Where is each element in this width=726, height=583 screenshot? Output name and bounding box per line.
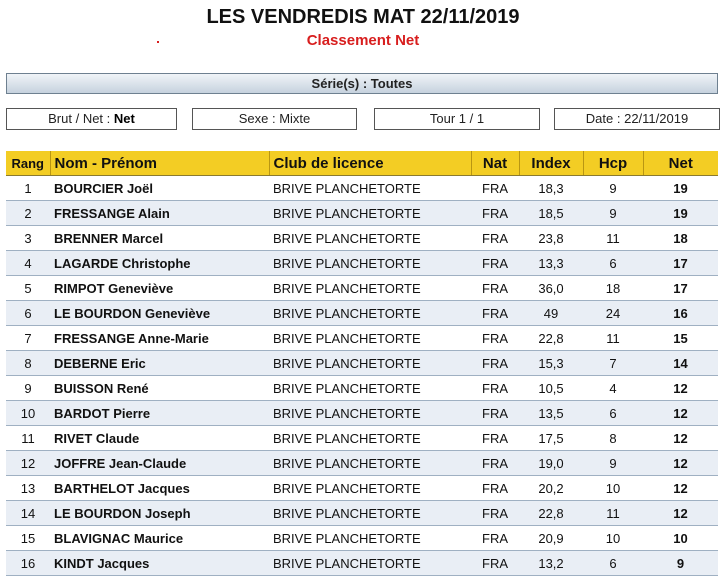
brut-net-value: Net	[113, 111, 135, 126]
cell-club: BRIVE PLANCHETORTE	[269, 176, 471, 201]
cell-index: 13,5	[519, 401, 583, 426]
cell-club: BRIVE PLANCHETORTE	[269, 401, 471, 426]
cell-club: BRIVE PLANCHETORTE	[269, 201, 471, 226]
cell-hcp: 24	[583, 301, 643, 326]
cell-nat: FRA	[471, 276, 519, 301]
col-header-nat: Nat	[471, 151, 519, 176]
cell-club: BRIVE PLANCHETORTE	[269, 376, 471, 401]
cell-nat: FRA	[471, 551, 519, 576]
cell-nat: FRA	[471, 326, 519, 351]
cell-club: BRIVE PLANCHETORTE	[269, 551, 471, 576]
results-table	[6, 151, 718, 576]
cell-club: BRIVE PLANCHETORTE	[269, 451, 471, 476]
cell-rang: 1	[6, 176, 50, 201]
cell-net: 17	[643, 276, 718, 301]
cell-hcp: 18	[583, 276, 643, 301]
cell-name: DEBERNE Eric	[50, 351, 269, 376]
table-row	[6, 401, 718, 426]
cell-hcp: 9	[583, 451, 643, 476]
col-header-net: Net	[643, 151, 718, 176]
cell-name: FRESSANGE Anne-Marie	[50, 326, 269, 351]
cell-name: BOURCIER Joël	[50, 176, 269, 201]
date-box: Date : 22/11/2019	[554, 108, 720, 130]
cell-hcp: 11	[583, 226, 643, 251]
cell-nat: FRA	[471, 251, 519, 276]
cell-net: 12	[643, 451, 718, 476]
page-subtitle: Classement Net	[306, 32, 420, 49]
page-title: LES VENDREDIS MAT 22/11/2019	[206, 6, 520, 28]
cell-hcp: 4	[583, 376, 643, 401]
brut-net-label: Brut / Net :	[48, 111, 111, 126]
cell-rang: 11	[6, 426, 50, 451]
cell-name: BUISSON René	[50, 376, 269, 401]
cell-nat: FRA	[471, 526, 519, 551]
cell-index: 23,8	[519, 226, 583, 251]
table-row	[6, 251, 718, 276]
cell-rang: 16	[6, 551, 50, 576]
cell-hcp: 9	[583, 176, 643, 201]
table-row	[6, 501, 718, 526]
cell-net: 12	[643, 476, 718, 501]
cell-rang: 12	[6, 451, 50, 476]
table-row	[6, 426, 718, 451]
cell-hcp: 6	[583, 551, 643, 576]
table-row	[6, 376, 718, 401]
table-row	[6, 476, 718, 501]
cell-hcp: 8	[583, 426, 643, 451]
cell-net: 16	[643, 301, 718, 326]
cell-index: 18,5	[519, 201, 583, 226]
cell-name: LAGARDE Christophe	[50, 251, 269, 276]
table-row	[6, 226, 718, 251]
cell-name: BRENNER Marcel	[50, 226, 269, 251]
cell-club: BRIVE PLANCHETORTE	[269, 226, 471, 251]
cell-nat: FRA	[471, 401, 519, 426]
table-row	[6, 201, 718, 226]
cell-hcp: 6	[583, 251, 643, 276]
cell-net: 12	[643, 401, 718, 426]
cell-club: BRIVE PLANCHETORTE	[269, 476, 471, 501]
table-row	[6, 551, 718, 576]
cell-club: BRIVE PLANCHETORTE	[269, 276, 471, 301]
table-row	[6, 276, 718, 301]
col-header-hcp: Hcp	[583, 151, 643, 176]
cell-nat: FRA	[471, 201, 519, 226]
cell-hcp: 6	[583, 401, 643, 426]
col-header-rang: Rang	[6, 151, 50, 176]
table-row	[6, 526, 718, 551]
tour-box: Tour 1 / 1	[374, 108, 540, 130]
table-header-row	[6, 151, 718, 176]
cell-index: 22,8	[519, 326, 583, 351]
cell-net: 12	[643, 376, 718, 401]
cell-nat: FRA	[471, 451, 519, 476]
col-header-club: Club de licence	[269, 151, 471, 176]
cell-rang: 15	[6, 526, 50, 551]
cell-rang: 10	[6, 401, 50, 426]
cell-rang: 9	[6, 376, 50, 401]
cell-name: BARTHELOT Jacques	[50, 476, 269, 501]
cell-nat: FRA	[471, 351, 519, 376]
cell-club: BRIVE PLANCHETORTE	[269, 326, 471, 351]
cell-hcp: 9	[583, 201, 643, 226]
cell-nat: FRA	[471, 226, 519, 251]
cell-net: 17	[643, 251, 718, 276]
cell-rang: 3	[6, 226, 50, 251]
cell-net: 12	[643, 426, 718, 451]
cell-name: LE BOURDON Joseph	[50, 501, 269, 526]
cell-name: RIMPOT Geneviève	[50, 276, 269, 301]
cell-net: 14	[643, 351, 718, 376]
cell-nat: FRA	[471, 476, 519, 501]
cell-rang: 6	[6, 301, 50, 326]
cell-rang: 8	[6, 351, 50, 376]
cell-name: KINDT Jacques	[50, 551, 269, 576]
cell-index: 13,3	[519, 251, 583, 276]
cell-nat: FRA	[471, 376, 519, 401]
cell-name: LE BOURDON Geneviève	[50, 301, 269, 326]
cell-net: 12	[643, 501, 718, 526]
cell-name: FRESSANGE Alain	[50, 201, 269, 226]
col-header-index: Index	[519, 151, 583, 176]
cell-index: 19,0	[519, 451, 583, 476]
cell-net: 19	[643, 201, 718, 226]
cell-nat: FRA	[471, 501, 519, 526]
cell-rang: 5	[6, 276, 50, 301]
col-header-nom: Nom - Prénom	[50, 151, 269, 176]
cell-club: BRIVE PLANCHETORTE	[269, 501, 471, 526]
cell-hcp: 10	[583, 526, 643, 551]
cell-name: RIVET Claude	[50, 426, 269, 451]
cell-net: 19	[643, 176, 718, 201]
cell-index: 49	[519, 301, 583, 326]
cell-net: 10	[643, 526, 718, 551]
cell-index: 36,0	[519, 276, 583, 301]
cell-club: BRIVE PLANCHETORTE	[269, 351, 471, 376]
series-banner: Série(s) : Toutes	[6, 73, 718, 94]
cell-hcp: 11	[583, 501, 643, 526]
cell-club: BRIVE PLANCHETORTE	[269, 251, 471, 276]
cell-hcp: 7	[583, 351, 643, 376]
cell-club: BRIVE PLANCHETORTE	[269, 426, 471, 451]
table-row	[6, 451, 718, 476]
cell-nat: FRA	[471, 176, 519, 201]
cell-name: BLAVIGNAC Maurice	[50, 526, 269, 551]
cell-index: 20,2	[519, 476, 583, 501]
cell-name: BARDOT Pierre	[50, 401, 269, 426]
cell-index: 22,8	[519, 501, 583, 526]
cell-index: 15,3	[519, 351, 583, 376]
cell-nat: FRA	[471, 426, 519, 451]
cell-club: BRIVE PLANCHETORTE	[269, 301, 471, 326]
cell-nat: FRA	[471, 301, 519, 326]
cell-index: 17,5	[519, 426, 583, 451]
cell-net: 18	[643, 226, 718, 251]
sexe-box: Sexe : Mixte	[192, 108, 357, 130]
cell-hcp: 11	[583, 326, 643, 351]
cell-hcp: 10	[583, 476, 643, 501]
cell-index: 13,2	[519, 551, 583, 576]
cell-rang: 7	[6, 326, 50, 351]
table-row	[6, 301, 718, 326]
cell-name: JOFFRE Jean-Claude	[50, 451, 269, 476]
cell-index: 20,9	[519, 526, 583, 551]
cell-index: 10,5	[519, 376, 583, 401]
cell-net: 9	[643, 551, 718, 576]
cell-rang: 2	[6, 201, 50, 226]
cell-rang: 14	[6, 501, 50, 526]
brut-net-box	[6, 108, 177, 130]
decorative-dot	[157, 41, 159, 43]
table-row	[6, 351, 718, 376]
cell-club: BRIVE PLANCHETORTE	[269, 526, 471, 551]
cell-net: 15	[643, 326, 718, 351]
cell-index: 18,3	[519, 176, 583, 201]
table-row	[6, 176, 718, 201]
cell-rang: 13	[6, 476, 50, 501]
table-row	[6, 326, 718, 351]
cell-rang: 4	[6, 251, 50, 276]
